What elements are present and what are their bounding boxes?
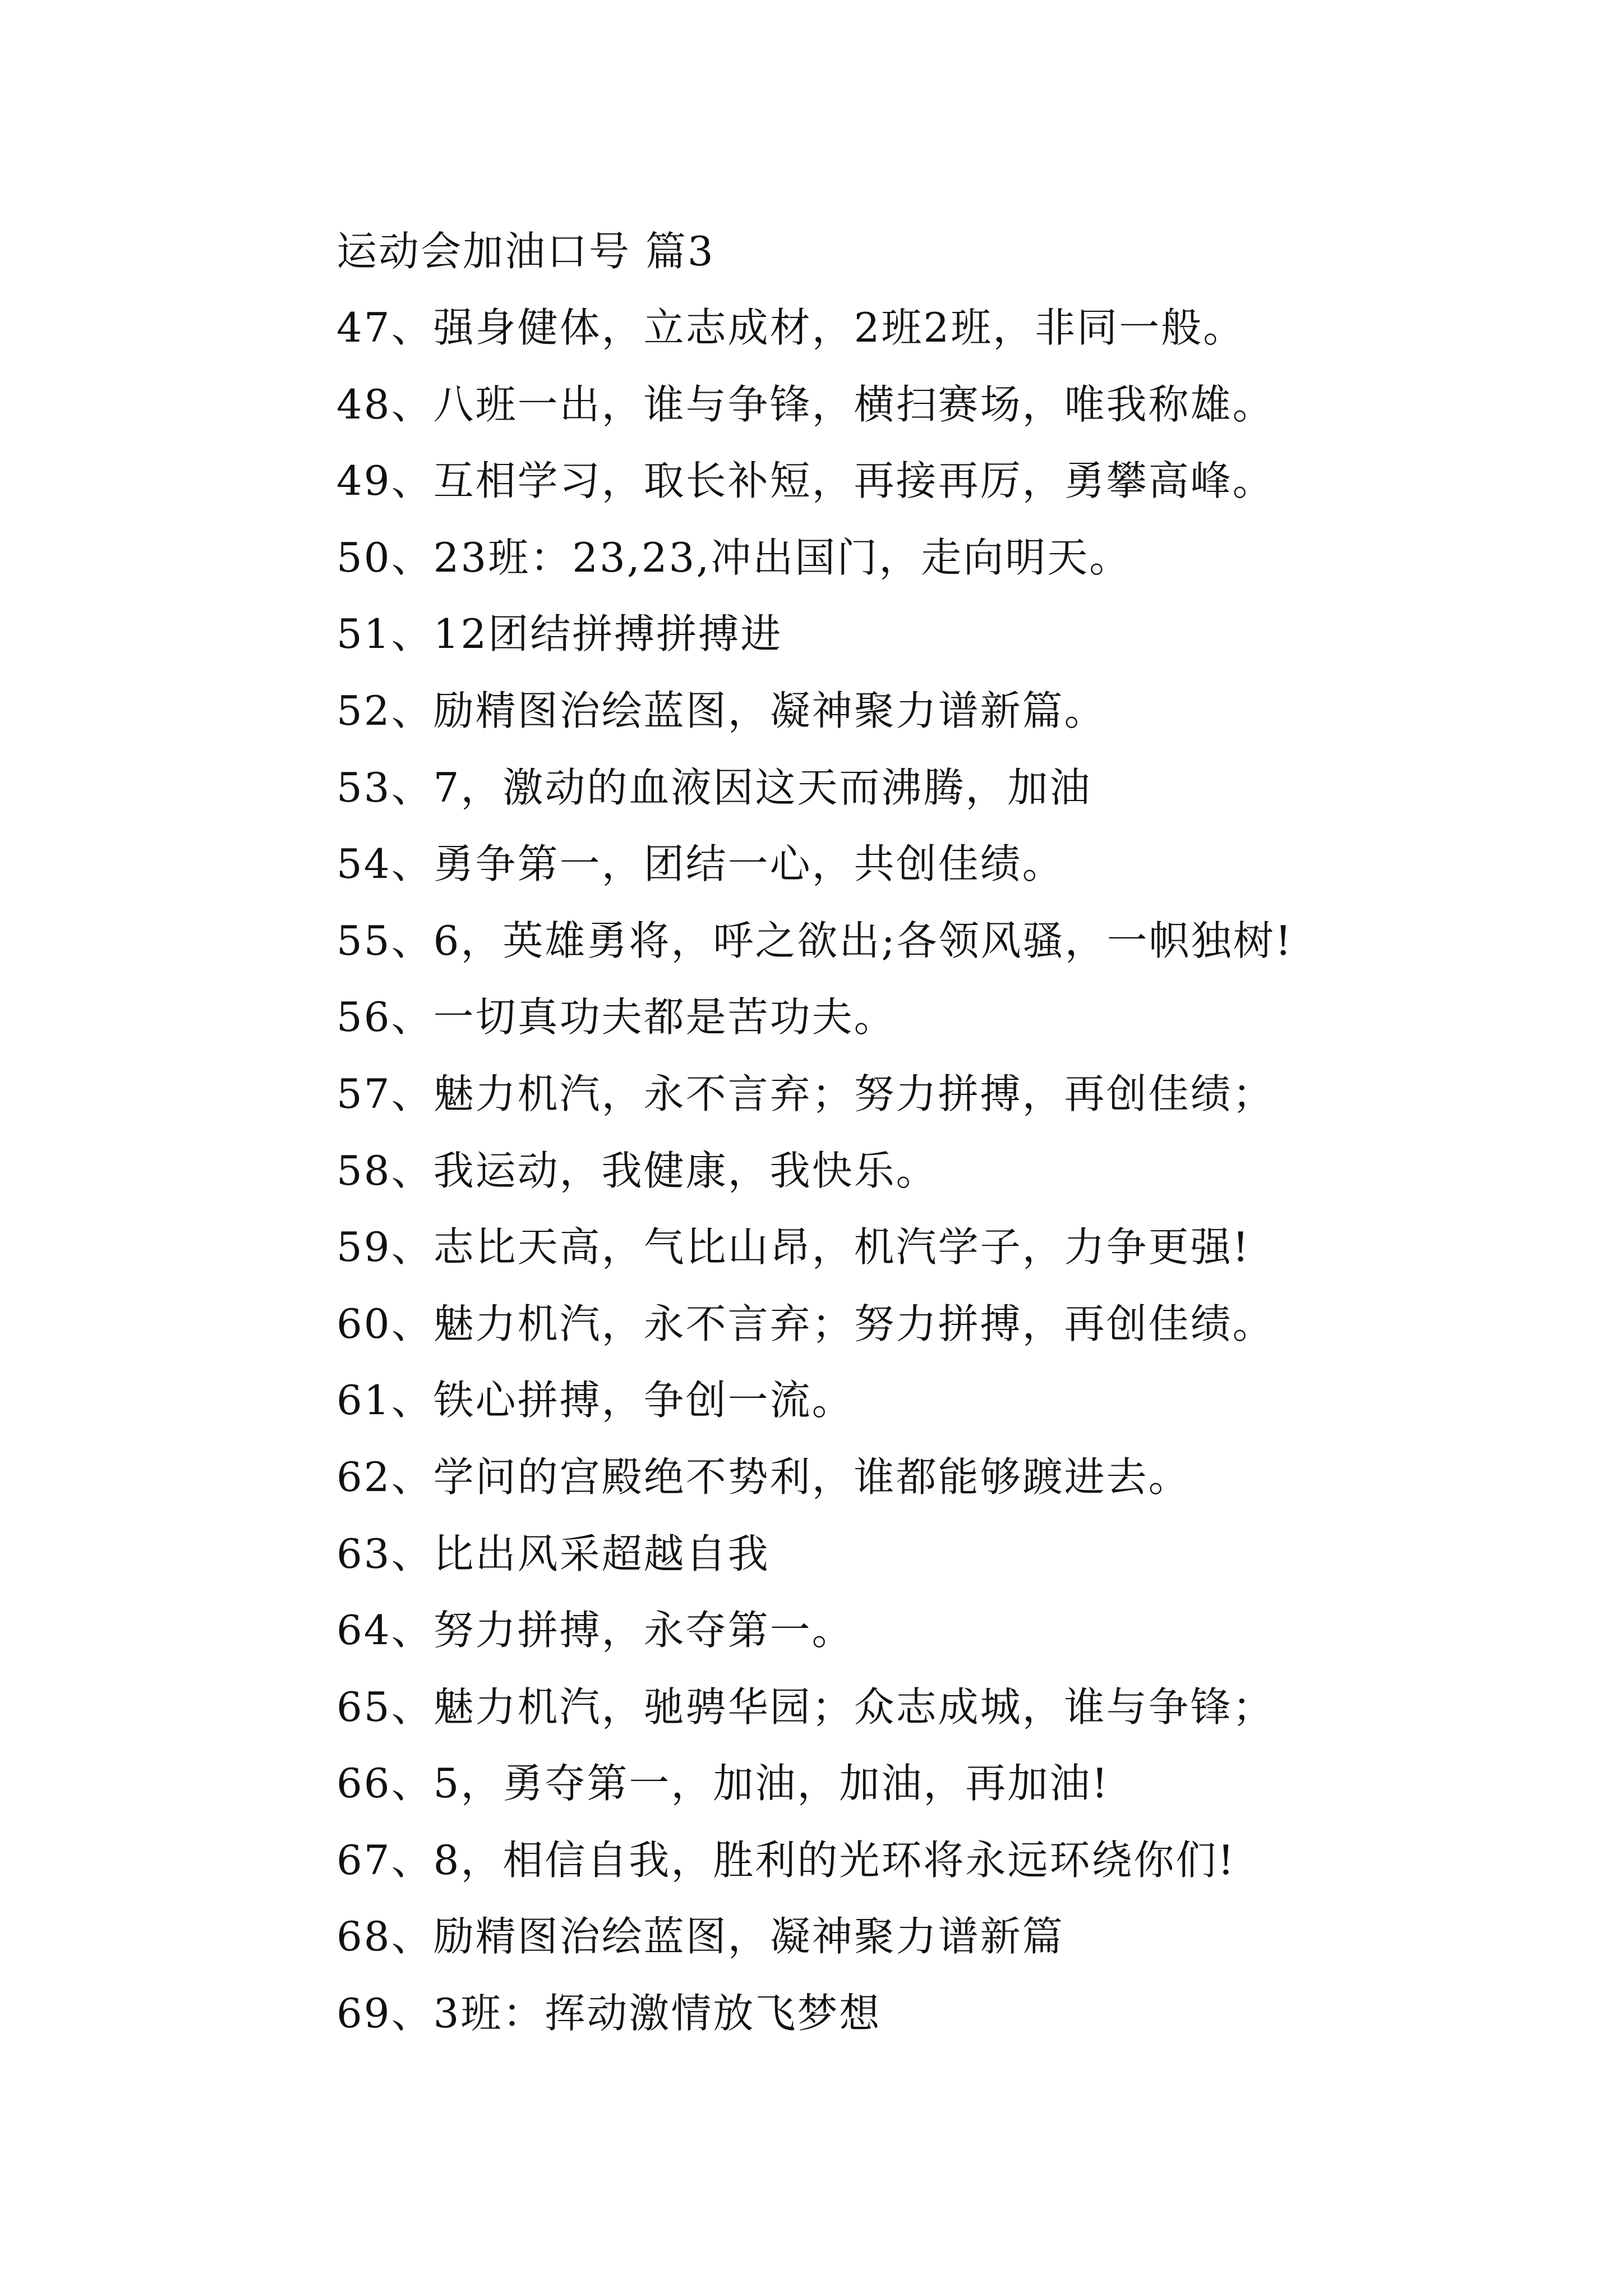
document-title: 运动会加油口号 篇3 (336, 228, 715, 275)
slogan-line: 47、强身健体，立志成材，2班2班，非同一般。 (336, 304, 1246, 351)
slogan-line: 66、5，勇夺第一，加油，加油，再加油! (336, 1760, 1110, 1807)
document-content (336, 213, 1559, 2052)
slogan-line: 67、8，相信自我，胜利的光环将永远环绕你们! (336, 1836, 1236, 1884)
slogan-line: 52、励精图治绘蓝图，凝神聚力谱新篇。 (336, 687, 1106, 734)
slogan-line: 50、23班：23,23,冲出国门，走向明天。 (336, 533, 1132, 581)
slogan-line: 54、勇争第一，团结一心，共创佳绩。 (336, 840, 1064, 888)
slogan-line: 57、魅力机汽，永不言弃；努力拼搏，再创佳绩； (336, 1070, 1275, 1117)
slogan-line: 55、6，英雄勇将，呼之欲出;各领风骚，一帜独树! (336, 917, 1293, 964)
slogan-line: 61、铁心拼搏，争创一流。 (336, 1377, 854, 1424)
slogan-line: 65、魅力机汽，驰骋华园；众志成城，谁与争锋； (336, 1683, 1275, 1731)
slogan-line: 59、志比天高，气比山昂，机汽学子，力争更强! (336, 1223, 1251, 1271)
slogan-line: 49、互相学习，取长补短，再接再厉，勇攀高峰。 (336, 457, 1275, 505)
slogan-line: 58、我运动，我健康，我快乐。 (336, 1147, 938, 1194)
slogan-line: 63、比出风采超越自我 (336, 1530, 770, 1577)
slogan-line: 62、学问的宫殿绝不势利，谁都能够踱进去。 (336, 1453, 1191, 1501)
slogan-line: 51、12团结拼搏拼搏进 (336, 610, 783, 658)
slogan-line: 69、3班：挥动激情放飞梦想 (336, 1990, 882, 2037)
slogan-line: 64、努力拼搏，永夺第一。 (336, 1607, 854, 1654)
slogan-line: 48、八班一出，谁与争锋，横扫赛场，唯我称雄。 (336, 380, 1275, 428)
slogan-line: 56、一切真功夫都是苦功夫。 (336, 993, 896, 1041)
slogan-line: 60、魅力机汽，永不言弃；努力拼搏，再创佳绩。 (336, 1300, 1275, 1347)
slogan-list (336, 289, 1559, 2052)
slogan-line: 68、励精图治绘蓝图，凝神聚力谱新篇 (336, 1913, 1064, 1961)
slogan-line: 53、7，激动的血液因这天而沸腾，加油 (336, 763, 1092, 811)
